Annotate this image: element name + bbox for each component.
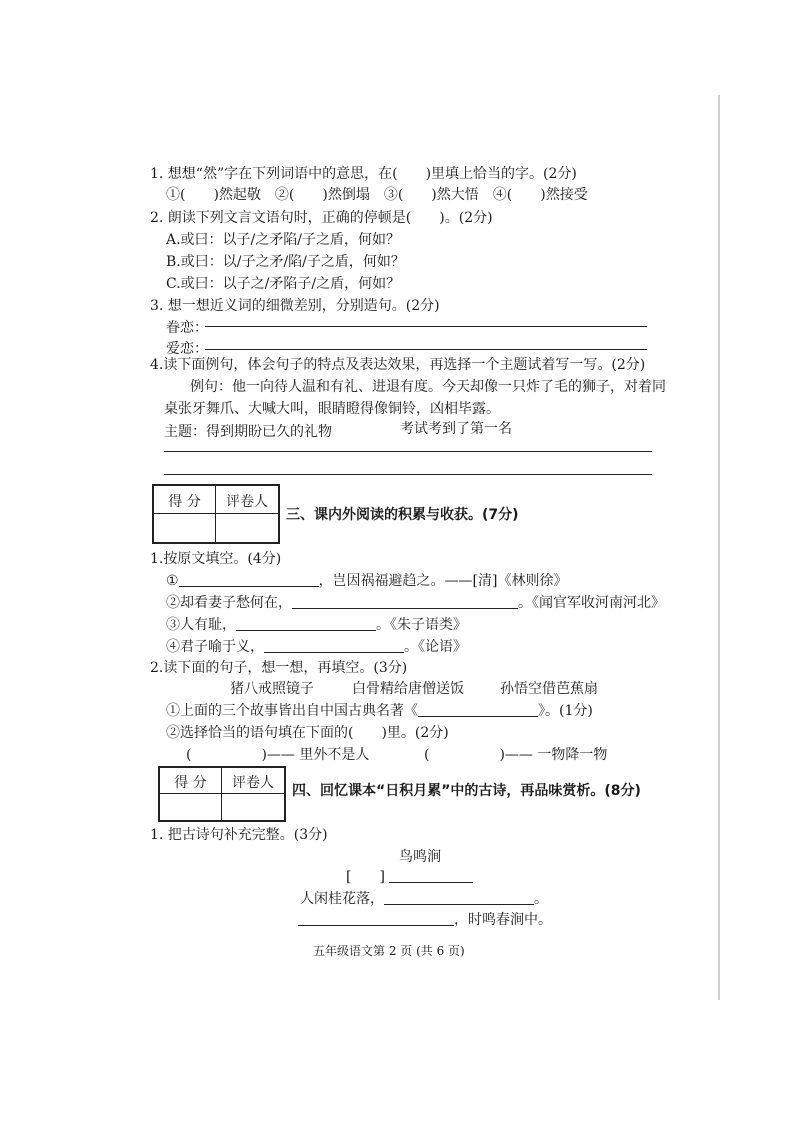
q1-items: ①( )然起敬 ②( )然倒塌 ③( )然大悟 ④( )然接受 <box>166 187 588 203</box>
p3-q1-stem: 1.按原文填空。(4分) <box>150 551 282 567</box>
blank-book-name[interactable] <box>418 702 538 717</box>
score-label: 得 分 <box>168 494 201 510</box>
poem-title: 鸟鸣涧 <box>399 849 441 865</box>
score-box-part-three <box>152 484 280 544</box>
q4-answer-line-2[interactable] <box>164 474 652 475</box>
q4-theme-2: 考试考到了第一名 <box>400 421 512 437</box>
blank-poem-1[interactable] <box>384 890 534 905</box>
page-edge-shadow <box>718 95 720 1000</box>
q4-example-line-2: 桌张牙舞爪、大喊大叫，眼睛瞪得像铜铃，凶相毕露。 <box>164 401 500 417</box>
p3-q1-line-4: ④君子喻于义， 。《论语》 <box>166 639 467 655</box>
q3-word-1: 眷恋： <box>166 320 208 336</box>
q4-example-line-1: 例句：他一向待人温和有礼、进退有度。今天却像一只炸了毛的狮子，对着同 <box>190 379 666 395</box>
q2-stem: 2. 朗读下列文言文语句时，正确的停顿是( )。(2分) <box>150 210 493 226</box>
q4-stem: 4.读下面例句，体会句子的特点及表达效果，再选择一个主题试着写一写。(2分) <box>150 357 646 373</box>
p3-q2-item-2: ②选择恰当的语句填在下面的( )里。(2分) <box>166 725 449 741</box>
part-three-title: 三、课内外阅读的积累与收获。(7分) <box>286 507 519 523</box>
blank-poem-2[interactable] <box>298 911 454 926</box>
p4-q1-stem: 1. 把古诗句补充完整。(3分) <box>150 827 328 843</box>
p3-q2-item-1: ①上面的三个故事皆出自中国古典名著《 》。(1分) <box>166 703 593 719</box>
page-footer: 五年级语文第 2 页 (共 6 页) <box>313 944 465 958</box>
blank-4[interactable] <box>264 638 404 653</box>
score-label: 得 分 <box>174 775 207 791</box>
blank-author[interactable] <box>389 868 473 883</box>
q1-stem: 1. 想想“然”字在下列词语中的意思，在( )里填上恰当的字。(2分) <box>150 166 577 182</box>
q4-answer-line-1[interactable] <box>164 451 652 452</box>
poem-line-2: ，时鸣春涧中。 <box>298 911 552 929</box>
q2-option-c: C.或曰：以子之/矛陷子/之盾，何如？ <box>166 276 401 292</box>
q3-answer-line-1[interactable] <box>205 326 647 327</box>
p3-q2-stem: 2.读下面的句子，想一想，再填空。(3分) <box>150 660 408 676</box>
score-box-part-four <box>158 766 286 822</box>
reviewer-label: 评卷人 <box>226 494 268 510</box>
blank-3[interactable] <box>236 616 376 631</box>
q2-option-b: B.或曰：以/子之矛/陷/子之盾，何如？ <box>166 254 405 270</box>
p3-q1-line-2: ②却看妻子愁何在， 。《闻官军收河南河北》 <box>166 595 665 611</box>
p3-q1-line-1: ① ，岂因祸福避趋之。——[清]《林则徐》 <box>166 573 568 589</box>
blank-2[interactable] <box>292 594 518 609</box>
story-1: 猪八戒照镜子 <box>230 681 314 697</box>
blank-1[interactable] <box>179 572 319 587</box>
q3-stem: 3. 想一想近义词的细微差别，分别造句。(2分) <box>150 298 440 314</box>
reviewer-label: 评卷人 <box>232 775 274 791</box>
poem-dynasty: [ ] <box>346 868 473 886</box>
story-2: 白骨精给唐僧送饭 <box>352 681 464 697</box>
pair-1: ( )—— 里外不是人 <box>186 747 370 763</box>
q2-option-a: A.或曰：以子/之矛陷/子之盾，何如？ <box>166 232 400 248</box>
p3-q1-line-3: ③人有耻， 。《朱子语类》 <box>166 617 467 633</box>
part-four-title: 四、回忆课本“日积月累”中的古诗，再品味赏析。(8分) <box>292 783 641 799</box>
q4-theme-1: 主题：得到期盼已久的礼物 <box>164 424 332 440</box>
q3-answer-line-2[interactable] <box>205 349 647 350</box>
pair-2: ( )—— 一物降一物 <box>424 747 608 763</box>
poem-line-1: 人闲桂花落， 。 <box>300 891 548 907</box>
q3-word-2: 爱恋： <box>166 341 208 357</box>
story-3: 孙悟空借芭蕉扇 <box>500 681 598 697</box>
